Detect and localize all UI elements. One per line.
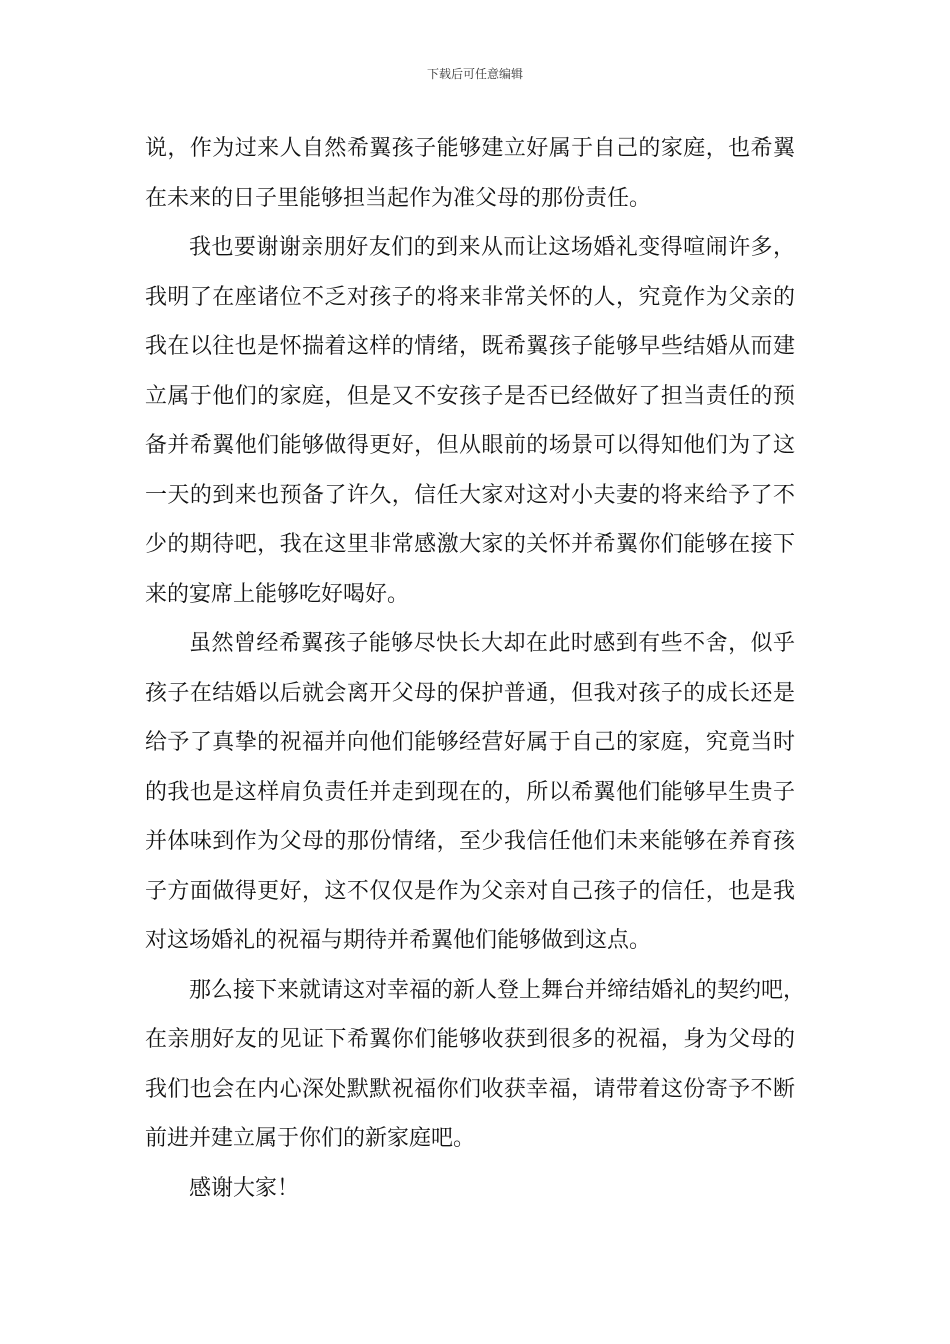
text-line: 在未来的日子里能够担当起作为准父母的那份责任。 <box>145 185 652 211</box>
document-body <box>145 124 806 1213</box>
text-line: 前进并建立属于你们的新家庭吧。 <box>145 1126 476 1151</box>
text-line: 一天的到来也预备了许久，信任大家对这对小夫妻的将来给予了不 <box>145 482 795 508</box>
text-line: 给予了真挚的祝福并向他们能够经营好属于自己的家庭，究竟当时 <box>145 730 795 755</box>
text-line: 立属于他们的家庭，但是又不安孩子是否已经做好了担当责任的预 <box>145 383 795 409</box>
text-line: 虽然曾经希翼孩子能够尽快长大却在此时感到有些不舍，似乎 <box>189 631 795 656</box>
text-line: 孩子在结婚以后就会离开父母的保护普通，但我对孩子的成长还是 <box>145 680 795 706</box>
text-line: 说，作为过来人自然希翼孩子能够建立好属于自己的家庭，也希翼 <box>145 136 795 161</box>
text-line: 少的期待吧，我在这里非常感激大家的关怀并希翼你们能够在接下 <box>145 532 795 557</box>
text-line: 对这场婚礼的祝福与期待并希翼他们能够做到这点。 <box>145 928 652 953</box>
text-line: 那么接下来就请这对幸福的新人登上舞台并缔结婚礼的契约吧， <box>189 977 806 1003</box>
text-line: 备并希翼他们能够做得更好，但从眼前的场景可以得知他们为了这 <box>145 433 795 458</box>
text-line: 的我也是这样肩负责任并走到现在的，所以希翼他们能够早生贵子 <box>145 779 795 805</box>
page-header: 下载后可任意编辑 <box>426 67 523 81</box>
text-line: 我明了在座诸位不乏对孩子的将来非常关怀的人，究竟作为父亲的 <box>145 284 795 310</box>
text-line: 并体味到作为父母的那份情绪，至少我信任他们未来能够在养育孩 <box>145 829 795 854</box>
text-line: 来的宴席上能够吃好喝好。 <box>145 581 410 607</box>
text-line: 在亲朋好友的见证下希翼你们能够收获到很多的祝福，身为父母的 <box>145 1027 795 1052</box>
text-line: 我们也会在内心深处默默祝福你们收获幸福，请带着这份寄予不断 <box>145 1076 795 1102</box>
text-line: 子方面做得更好，这不仅仅是作为父亲对自己孩子的信任，也是我 <box>145 878 795 904</box>
text-line: 感谢大家！ <box>189 1175 300 1201</box>
text-line: 我也要谢谢亲朋好友们的到来从而让这场婚礼变得喧闹许多， <box>189 235 795 260</box>
text-line: 我在以往也是怀揣着这样的情绪，既希翼孩子能够早些结婚从而建 <box>145 334 795 359</box>
